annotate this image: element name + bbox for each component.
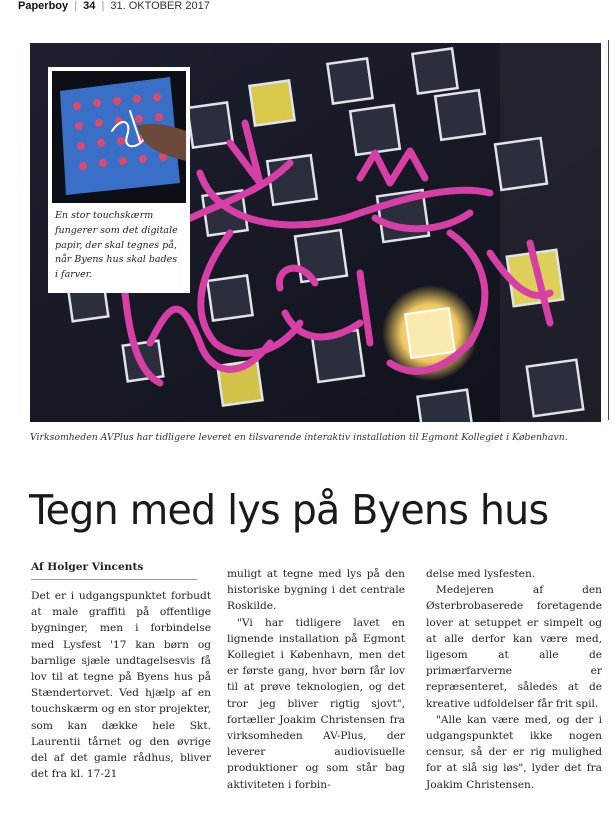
touchscreen-graphic xyxy=(52,71,186,203)
inset-photo-box xyxy=(48,67,190,293)
inset-caption: En stor touchskærm fungerer som det digitale papir, der skal tegnes på, når Byens hus skal bades i farver. xyxy=(55,210,178,281)
paragraph-5: Medejeren af den Østerbrobaserede foretagende lover at setuppet er simpelt og at alle derfor kan være med, ligesom at alle de primærfarverne er repræsenteret, således at de kreative udfoldelser får frit spil. xyxy=(426,584,602,710)
paragraph-4: delse med lysfesten. xyxy=(426,568,536,580)
header-separator: | xyxy=(74,0,78,12)
paragraph-1: Det er i udgangspunktet forbudt at male graffiti på offentlige bygninger, men i forbindelse med Lysfest '17 kan børn og barnlige sjæle undtagelsesvis få lov til at tegne på Byens hus på Stændertorvet. Ved hjælp af en touchskærm og en stor projekter, som kan dække hele Skt. Laurentii tårnet og den øvrige del af det gamle rådhus, bliver det fra kl. 17-21 xyxy=(31,590,211,781)
article-column-1 xyxy=(31,559,211,782)
article-column-2 xyxy=(227,566,405,793)
byline: Af Holger Vincents xyxy=(31,559,197,580)
photo-caption: Virksomheden AVPlus har tidligere leveret en tilsvarende interaktiv installation til Egmont Kollegiet i København. xyxy=(30,432,568,443)
article-column-3 xyxy=(426,566,602,793)
main-photo xyxy=(30,43,601,422)
page-number: 34 xyxy=(83,0,96,12)
header-separator-2: | xyxy=(101,0,105,12)
paragraph-2: muligt at tegne med lys på den historiske bygning i det centrale Roskilde. xyxy=(227,568,405,613)
paragraph-6: "Alle kan være med, og der i udgangspunktet ikke nogen censur, så der er rig mulighed for at slå sig løs", lyder det fra Joakim Christensen. xyxy=(426,713,602,791)
touchscreen-photo xyxy=(52,71,186,203)
paragraph-3: "Vi har tidligere lavet en lignende installation på Egmont Kollegiet i København, men det er første gang, hvor børn får lov til at prøve teknologien, og det tror jeg bliver rigtig sjovt", fortæller Joakim Christensen fra virksomheden AV-Plus, der leverer audiovisuelle produktioner og som står bag aktiviteten i forbin- xyxy=(227,616,405,791)
page-header xyxy=(18,0,210,14)
publication-name: Paperboy xyxy=(18,0,69,12)
column-divider xyxy=(608,40,609,420)
article-headline: Tegn med lys på Byens hus xyxy=(29,486,549,534)
issue-date: 31. OKTOBER 2017 xyxy=(110,0,210,12)
